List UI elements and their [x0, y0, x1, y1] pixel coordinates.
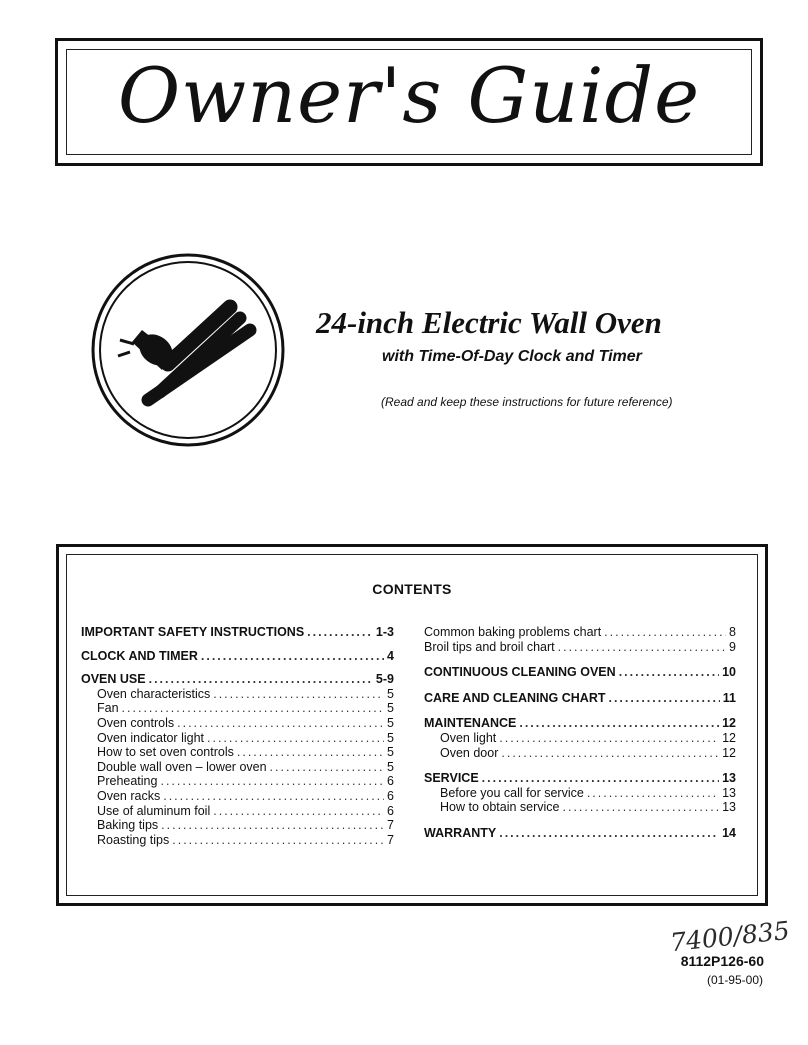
toc-leader	[619, 665, 719, 680]
plug-burner-icon	[90, 252, 286, 448]
toc-page: 6	[387, 803, 394, 818]
toc-leader	[558, 640, 726, 655]
toc-leader	[149, 672, 373, 687]
toc-entry-text: Oven door	[440, 745, 499, 760]
toc-leader	[307, 625, 373, 640]
toc-row	[81, 625, 394, 640]
toc-page: 12	[722, 716, 736, 731]
product-subtitle: with Time-Of-Day Clock and Timer	[382, 348, 642, 365]
toc-row	[424, 716, 736, 731]
toc-leader	[163, 789, 384, 804]
toc-page: 14	[722, 825, 736, 840]
toc-leader	[519, 716, 719, 731]
toc-leader	[587, 786, 719, 801]
toc-leader	[608, 691, 719, 706]
toc-row	[81, 745, 394, 760]
toc-leader	[604, 625, 726, 640]
toc-row	[424, 826, 736, 841]
toc-entry-text: WARRANTY	[424, 825, 497, 840]
toc-leader	[563, 800, 720, 815]
date-code: (01-95-00)	[706, 973, 763, 987]
toc-leader	[501, 746, 719, 761]
toc-page: 5	[387, 701, 394, 716]
toc-leader	[499, 826, 719, 841]
toc-row	[81, 672, 394, 687]
toc-entry-text: Oven characteristics	[97, 686, 211, 701]
toc-page: 5	[387, 715, 394, 730]
toc-row	[424, 746, 736, 761]
toc-row	[81, 701, 394, 716]
toc-page: 12	[722, 745, 736, 760]
toc-page: 10	[722, 665, 736, 680]
toc-entry-text: Oven racks	[97, 788, 161, 803]
toc-row	[424, 665, 736, 680]
product-title: 24-inch Electric Wall Oven	[316, 305, 662, 340]
toc-entry-text: Oven controls	[97, 715, 175, 730]
toc-page: 9	[729, 639, 736, 654]
toc-row	[424, 625, 736, 640]
toc-entry-text: Roasting tips	[97, 832, 170, 847]
toc-row	[424, 731, 736, 746]
toc-entry-text: How to obtain service	[440, 800, 560, 815]
toc-row	[424, 691, 736, 706]
toc-leader	[207, 731, 384, 746]
toc-leader	[161, 818, 384, 833]
toc-entry-text: Baking tips	[97, 818, 159, 833]
toc-row	[424, 771, 736, 786]
toc-page: 13	[722, 771, 736, 786]
toc-leader	[482, 771, 719, 786]
toc-entry-text: OVEN USE	[81, 672, 146, 687]
toc-entry-text: CARE AND CLEANING CHART	[424, 690, 606, 705]
toc-page: 5	[387, 686, 394, 701]
toc-page: 1-3	[375, 625, 394, 639]
toc-row	[81, 804, 394, 819]
toc-entry-text: Common baking problems chart	[424, 625, 602, 639]
toc-entry-text: CONTINUOUS CLEANING OVEN	[424, 665, 616, 680]
toc-leader	[172, 833, 384, 848]
toc-page: 4	[387, 648, 394, 663]
page-title: Owner's Guide	[117, 51, 701, 140]
toc-entry-text: Oven light	[440, 730, 497, 745]
toc-row	[81, 833, 394, 848]
toc-page: 5-9	[375, 672, 394, 687]
toc-entry-text: Use of aluminum foil	[97, 803, 211, 818]
toc-row	[81, 687, 394, 702]
handwritten-note: 7400/835	[668, 915, 791, 958]
toc-entry-text: SERVICE	[424, 771, 479, 786]
toc-leader	[270, 760, 385, 775]
toc-entry-text: Oven indicator light	[97, 730, 205, 745]
toc-page: 11	[722, 690, 736, 705]
toc-column-left	[81, 625, 394, 847]
toc-row	[81, 731, 394, 746]
toc-page: 13	[722, 800, 736, 815]
toc-page: 5	[387, 745, 394, 760]
toc-leader	[160, 774, 384, 789]
toc-row	[81, 774, 394, 789]
toc-row	[81, 789, 394, 804]
toc-row	[81, 818, 394, 833]
toc-page: 13	[722, 785, 736, 800]
toc-page: 8	[729, 625, 736, 639]
toc-entry-text: IMPORTANT SAFETY INSTRUCTIONS	[81, 625, 305, 639]
contents-heading: CONTENTS	[372, 581, 452, 597]
title-box	[55, 38, 763, 166]
toc-row	[81, 760, 394, 775]
toc-leader	[499, 731, 719, 746]
toc-leader	[237, 745, 384, 760]
toc-row	[81, 716, 394, 731]
toc-page: 6	[387, 774, 394, 789]
part-number: 8112P126-60	[680, 953, 764, 969]
toc-entry-text: Broil tips and broil chart	[424, 639, 555, 654]
toc-entry-text: How to set oven controls	[97, 745, 234, 760]
toc-entry-text: Fan	[97, 701, 119, 716]
toc-entry-text: MAINTENANCE	[424, 716, 517, 731]
contents-box	[56, 544, 768, 906]
toc-row	[424, 640, 736, 655]
toc-page: 5	[387, 759, 394, 774]
toc-leader	[201, 649, 384, 664]
toc-page: 6	[387, 788, 394, 803]
toc-page: 7	[387, 832, 394, 847]
toc-entry-text: Preheating	[97, 774, 158, 789]
toc-column-right	[424, 625, 736, 841]
toc-leader	[177, 716, 384, 731]
toc-row	[424, 786, 736, 801]
toc-page: 12	[722, 730, 736, 745]
toc-leader	[122, 701, 385, 716]
toc-page: 7	[387, 818, 394, 833]
toc-row	[81, 649, 394, 664]
toc-leader	[213, 687, 384, 702]
toc-page: 5	[387, 730, 394, 745]
toc-row	[424, 800, 736, 815]
toc-leader	[213, 804, 384, 819]
reference-note: (Read and keep these instructions for future reference)	[381, 395, 673, 409]
toc-entry-text: CLOCK AND TIMER	[81, 648, 198, 663]
toc-entry-text: Before you call for service	[440, 785, 584, 800]
toc-entry-text: Double wall oven – lower oven	[97, 759, 267, 774]
